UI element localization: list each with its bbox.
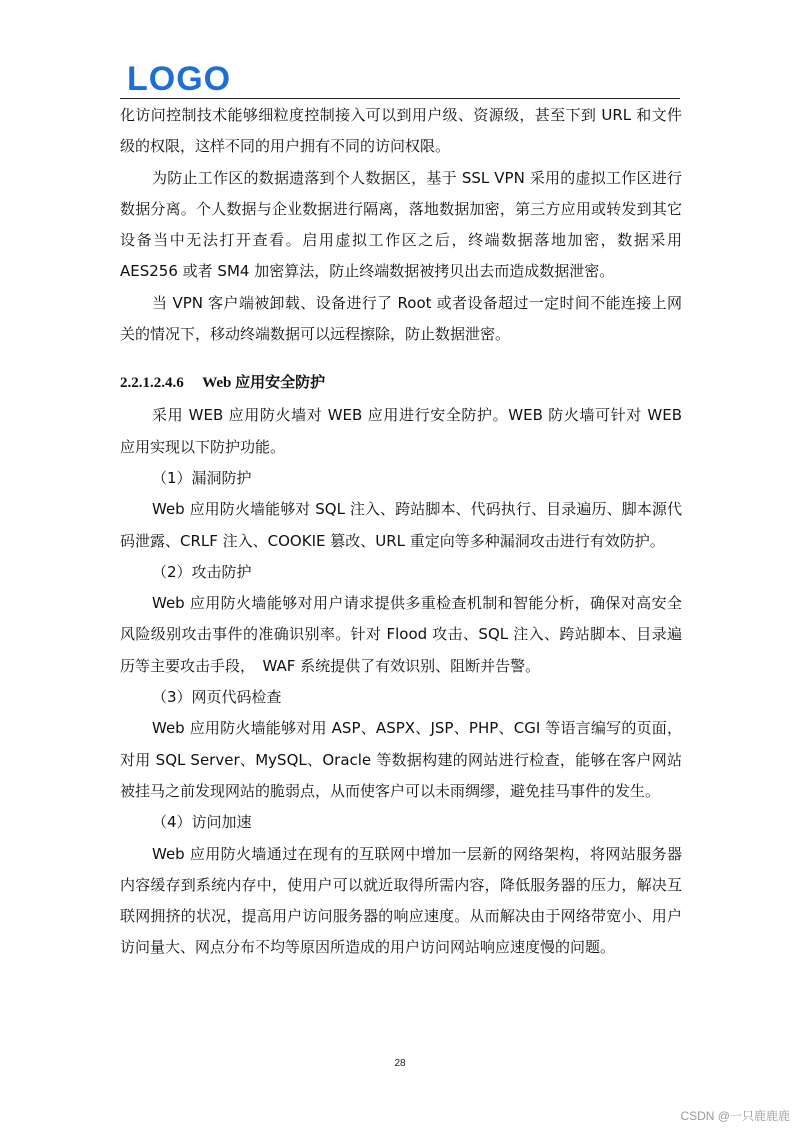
item-title-acceleration: （4）访问加速 [152,813,252,832]
item-title-code-check: （3）网页代码检查 [152,688,282,707]
paragraph-continuation: 化访问控制技术能够细粒度控制接入可以到用户级、资源级，甚至下到 URL 和文件级的权限，这样不同的用户拥有不同的访问权限。 [120,106,682,156]
item-title-vulnerability: （1）漏洞防护 [152,468,252,487]
paragraph-remote-wipe: 当 VPN 客户端被卸载、设备进行了 Root 或者设备超过一定时间不能连接上网关的情况下，移动终端数据可以远程擦除，防止数据泄密。 [120,293,682,344]
item-body-code-check: Web 应用防火墙能够对用 ASP、ASPX、JSP、PHP、CGI 等语言编写的页面，对用 SQL Server、MySQL、Oracle 等数据构建的网站进行检查，能够在客户网站被挂马之前发现网站的脆弱点，从而使客户可以未雨绸缪，避免挂马事件的发生。 [120,719,682,800]
page-number: 28 [394,1058,406,1069]
paragraph-virtual-workspace: 为防止工作区的数据遗落到个人数据区，基于 SSL VPN 采用的虚拟工作区进行数据分离。个人数据与企业数据进行隔离，落地数据加密，第三方应用或转发到其它设备当中无法打开查看。启用虚拟工作区之后，终端数据落地加密，数据采用 AES256 或者 SM4 加密算法，防止终端数据被拷贝出去而造成数据泄密。 [120,168,682,281]
watermark: CSDN @一只鹿鹿鹿 [680,1109,790,1123]
item-body-acceleration: Web 应用防火墙通过在现有的互联网中增加一层新的网络架构，将网站服务器内容缓存到系统内存中，使用户可以就近取得所需内容，降低服务器的压力，解决互联网拥挤的状况，提高用户访问服务器的响应速度。从而解决由于网络带宽小、用户访问量大、网点分布不均等原因所造成的用户访问网站响应速度慢的问题。 [120,844,682,957]
item-body-vulnerability: Web 应用防火墙能够对 SQL 注入、跨站脚本、代码执行、目录遍历、脚本源代码泄露、CRLF 注入、COOKIE 篡改、URL 重定向等多种漏洞攻击进行有效防护。 [120,500,682,550]
item-body-attack: Web 应用防火墙能够对用户请求提供多重检查机制和智能分析，确保对高安全风险级别攻击事件的准确识别率。针对 Flood 攻击、SQL 注入、跨站脚本、目录遍历等主要攻击手段， WAF 系统提供了有效识别、阻断并告警。 [120,594,682,675]
section-heading: 2.2.1.2.4.6 Web 应用安全防护 [120,375,326,392]
item-title-attack: （2）攻击防护 [152,562,252,581]
logo: LOGO [127,60,232,98]
section-intro: 采用 WEB 应用防火墙对 WEB 应用进行安全防护。WEB 防火墙可针对 WEB 应用实现以下防护功能。 [120,406,682,456]
document-body [120,100,682,964]
header-divider [120,98,680,99]
